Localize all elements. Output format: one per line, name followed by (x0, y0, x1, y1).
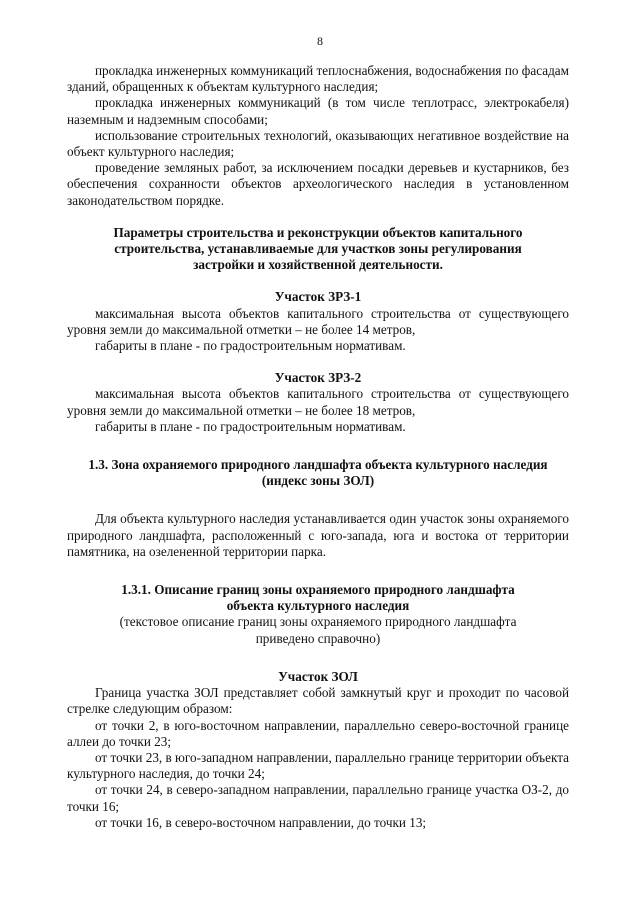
zrz2-height: максимальная высота объектов капитального строительства от существующего уровня земли до максимальной отметки – не более 18 метров, (67, 386, 569, 418)
section-1-3-heading: 1.3. Зона охраняемого природного ландшафта объекта культурного наследия (индекс зоны ЗОЛ) (88, 457, 548, 489)
zrz2-dimensions: габариты в плане - по градостроительным нормативам. (95, 418, 406, 434)
params-heading: Параметры строительства и реконструкции объектов капитального строительства, устанавливаемые для участков зоны регулирования застройки и хозяйственной деятельности. (113, 224, 523, 273)
section-1-3-1-heading: 1.3.1. Описание границ зоны охраняемого природного ландшафта объекта культурного наследия (121, 582, 515, 614)
page-content (67, 63, 569, 831)
restriction-item: прокладка инженерных коммуникаций теплоснабжения, водоснабжения по фасадам зданий, обращенных к объектам культурного наследия; (67, 63, 569, 95)
section-1-3-text: Для объекта культурного наследия устанавливается один участок зоны охраняемого природного ландшафта, расположенный с юго-запада, юга и востока от территории памятника, на озелененной территории парка. (67, 511, 569, 559)
zol-boundary-item: от точки 16, в северо-восточном направлении, до точки 13; (95, 814, 427, 830)
restriction-item: использование строительных технологий, оказывающих негативное воздействие на объект культурного наследия; (67, 127, 569, 160)
zol-boundary-item: от точки 23, в юго-западном направлении, параллельно границе территории объекта культурного наследия, до точки 24; (67, 749, 569, 782)
zol-intro: Граница участка ЗОЛ представляет собой замкнутый круг и проходит по часовой стрелке следующим образом: (67, 685, 569, 717)
zol-boundary-item: от точки 24, в северо-западном направлении, параллельно границе участка ОЗ-2, до точки 16; (67, 782, 569, 814)
zrz2-title: Участок ЗРЗ-2 (274, 370, 362, 386)
zol-boundary-item: от точки 2, в юго-восточном направлении, параллельно северо-восточной границе аллеи до точки 23; (67, 717, 569, 749)
restriction-item: прокладка инженерных коммуникаций (в том числе теплотрасс, электрокабеля) наземным и надземным способами; (67, 95, 569, 127)
page-number: 8 (317, 34, 323, 48)
section-1-3-1-note: (текстовое описание границ зоны охраняемого природного ландшафта приведено справочно) (119, 614, 517, 646)
restriction-item: проведение земляных работ, за исключением посадки деревьев и кустарников, без обеспечения сохранности объектов археологического наследия в установленном законодательством порядке. (67, 160, 569, 208)
zrz1-title: Участок ЗРЗ-1 (274, 289, 362, 305)
zrz1-height: максимальная высота объектов капитального строительства от существующего уровня земли до максимальной отметки – не более 14 метров, (67, 305, 569, 337)
zol-title: Участок ЗОЛ (278, 668, 358, 684)
zrz1-dimensions: габариты в плане - по градостроительным нормативам. (95, 338, 406, 354)
